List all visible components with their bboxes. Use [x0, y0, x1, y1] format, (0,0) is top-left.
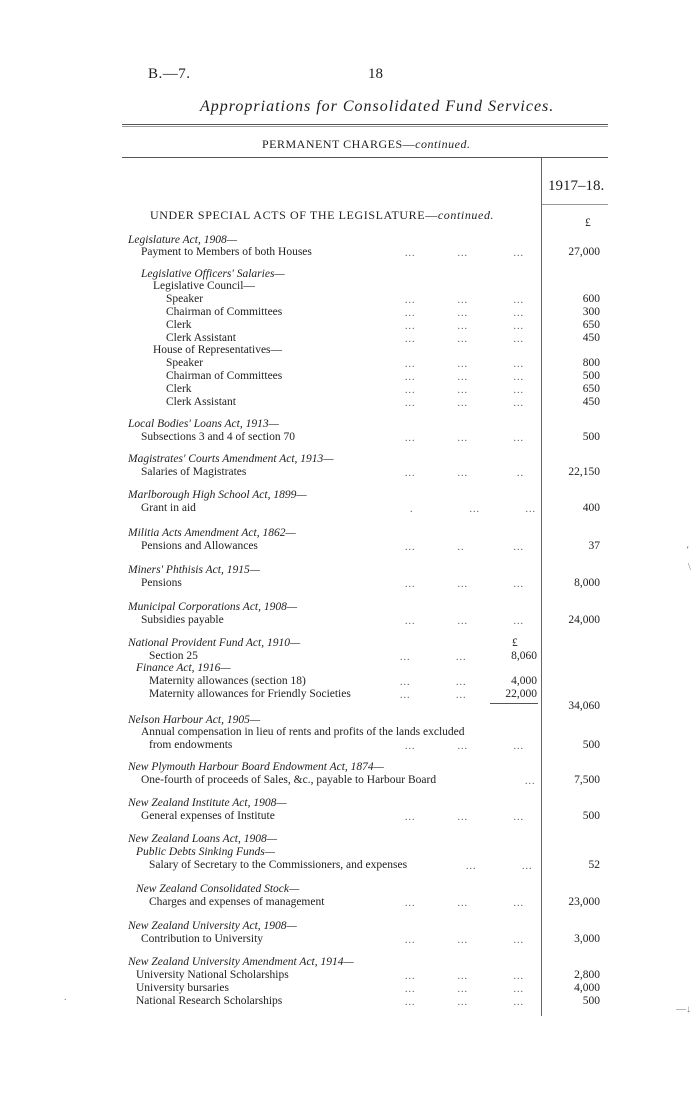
amount-lc-clerk: 650: [582, 319, 600, 331]
item-payment-members: Payment to Members of both Houses: [141, 246, 312, 258]
act-nz-loans: New Zealand Loans Act, 1908—: [128, 833, 277, 845]
subtotal-rule: [490, 703, 538, 704]
item-research-scholarships: National Research Scholarships: [136, 995, 283, 1007]
item-nelson-line1: Annual compensation in lieu of rents and profits of the lands excluded: [141, 726, 465, 738]
leader-dots: ... ... ...: [405, 971, 524, 982]
page-title: Appropriations for Consolidated Fund Services.: [200, 98, 555, 115]
amount-consolidated-charges: 23,000: [568, 896, 600, 908]
title-rule-2: [122, 126, 608, 127]
leader-dots: ... ... ...: [405, 812, 524, 823]
leader-dots: ...: [525, 776, 536, 787]
act-national-provident-fund: National Provident Fund Act, 1910—: [128, 637, 301, 649]
amount-national-scholarships: 2,800: [574, 969, 600, 981]
amount-maternity-section-18: 4,000: [511, 675, 537, 687]
item-municipal: Subsidies payable: [141, 614, 224, 626]
item-maternity-friendly-societies: Maternity allowances for Friendly Societies: [149, 688, 351, 700]
amount-nz-university: 3,000: [574, 933, 600, 945]
act-marlborough: Marlborough High School Act, 1899—: [128, 489, 307, 501]
subtitle-main: PERMANENT CHARGES—: [262, 137, 416, 151]
leader-dots: ... ... ...: [405, 359, 524, 370]
amount-payment-members: 27,000: [568, 246, 600, 258]
item-maternity-section-18: Maternity allowances (section 18): [149, 675, 306, 687]
amount-hr-clerk: 650: [582, 383, 600, 395]
amount-hr-clerk-assistant: 450: [582, 396, 600, 408]
heading-legislative-council: Legislative Council—: [153, 280, 255, 292]
leader-dots: ... ... ...: [405, 741, 524, 752]
leader-dots: ... ... ...: [405, 935, 524, 946]
item-hr-speaker: Speaker: [166, 357, 204, 369]
leader-dots: ... ... ...: [405, 295, 524, 306]
item-miners: Pensions: [141, 577, 182, 589]
leader-dots: ... ... ...: [405, 898, 524, 909]
item-consolidated-charges: Charges and expenses of management: [149, 896, 325, 908]
amount-research-scholarships: 500: [582, 995, 600, 1007]
amount-npf-total: 34,060: [568, 700, 600, 712]
leader-dots: . ... ...: [410, 504, 536, 515]
act-legislature: Legislature Act, 1908—: [128, 234, 237, 246]
item-university-bursaries: University bursaries: [136, 982, 229, 994]
page-number: 18: [368, 66, 383, 82]
leader-dots: ... ...: [400, 652, 467, 663]
year-rule: [542, 204, 608, 205]
amount-hr-speaker: 800: [582, 357, 600, 369]
item-nz-university: Contribution to University: [141, 933, 264, 945]
act-nz-university: New Zealand University Act, 1908—: [128, 920, 297, 932]
leader-dots: ... ... ...: [405, 398, 524, 409]
item-magistrates: Salaries of Magistrates: [141, 466, 247, 478]
amount-maternity-friendly-societies: 22,000: [505, 688, 537, 700]
item-lc-clerk-assistant: Clerk Assistant: [166, 332, 236, 344]
document-reference: B.—7.: [148, 66, 191, 82]
leader-dots: ... ... ...: [405, 321, 524, 332]
scan-mark: ‘: [686, 545, 690, 556]
amount-magistrates: 22,150: [568, 466, 600, 478]
scan-mark: .: [64, 992, 67, 1003]
item-nz-institute: General expenses of Institute: [141, 810, 275, 822]
act-militia: Militia Acts Amendment Act, 1862—: [128, 527, 296, 539]
amount-nz-institute: 500: [582, 810, 600, 822]
item-lc-chairman: Chairman of Committees: [166, 306, 283, 318]
amount-nelson: 500: [582, 739, 600, 751]
subtitle: [262, 137, 470, 152]
act-magistrates-courts: Magistrates' Courts Amendment Act, 1913—: [128, 453, 334, 465]
item-militia: Pensions and Allowances: [141, 540, 258, 552]
item-npf-section-25: Section 25: [149, 650, 198, 662]
act-new-plymouth-harbour: New Plymouth Harbour Board Endowment Act, 1874—: [128, 761, 384, 773]
amount-municipal: 24,000: [568, 614, 600, 626]
leader-dots: ... ...: [400, 690, 467, 701]
item-new-plymouth: One-fourth of proceeds of Sales, &c., payable to Harbour Board: [141, 774, 437, 786]
act-finance: Finance Act, 1916—: [136, 662, 231, 674]
item-marlborough: Grant in aid: [141, 502, 196, 514]
amount-lc-speaker: 600: [582, 293, 600, 305]
leader-dots: ... ... ...: [405, 334, 524, 345]
act-nz-institute: New Zealand Institute Act, 1908—: [128, 797, 287, 809]
amount-local-bodies: 500: [582, 431, 600, 443]
act-nz-university-amendment: New Zealand University Amendment Act, 1914—: [128, 956, 354, 968]
item-hr-clerk-assistant: Clerk Assistant: [166, 396, 236, 408]
leader-dots: ... ... ...: [405, 616, 524, 627]
table-top-rule: [122, 157, 608, 158]
leader-dots: ... ...: [466, 861, 533, 872]
heading-house-of-representatives: House of Representatives—: [153, 344, 283, 356]
amount-marlborough: 400: [582, 502, 600, 514]
amount-miners: 8,000: [574, 577, 600, 589]
item-secretary-salary: Salary of Secretary to the Commissioners, and expenses: [149, 859, 408, 871]
section-continued: continued.: [437, 208, 495, 222]
amount-university-bursaries: 4,000: [574, 982, 600, 994]
item-nelson-line2: from endowments: [149, 739, 233, 751]
title-rule: [122, 124, 608, 125]
amount-new-plymouth: 7,500: [574, 774, 600, 786]
amount-hr-chairman: 500: [582, 370, 600, 382]
amount-secretary-salary: 52: [588, 859, 600, 871]
leader-dots: ... ... ...: [405, 385, 524, 396]
section-main: UNDER SPECIAL ACTS OF THE LEGISLATURE—: [150, 208, 438, 222]
npf-pound-sign: £: [512, 637, 518, 649]
heading-legislative-officers: Legislative Officers' Salaries—: [141, 268, 285, 280]
item-national-scholarships: University National Scholarships: [136, 969, 289, 981]
amount-militia: 37: [588, 540, 600, 552]
item-local-bodies: Subsections 3 and 4 of section 70: [141, 431, 295, 443]
subtitle-continued: continued.: [415, 137, 471, 151]
act-municipal-corporations: Municipal Corporations Act, 1908—: [128, 601, 298, 613]
item-lc-clerk: Clerk: [166, 319, 192, 331]
leader-dots: ... ... ...: [405, 997, 524, 1008]
heading-nz-consolidated-stock: New Zealand Consolidated Stock—: [136, 883, 300, 895]
amount-lc-clerk-assistant: 450: [582, 332, 600, 344]
scan-mark: —↓: [676, 1004, 691, 1015]
leader-dots: ... ... ..: [405, 468, 524, 479]
leader-dots: ... .. ...: [405, 542, 524, 553]
item-hr-chairman: Chairman of Committees: [166, 370, 283, 382]
act-miners-phthisis: Miners' Phthisis Act, 1915—: [128, 564, 260, 576]
leader-dots: ... ... ...: [405, 433, 524, 444]
act-local-bodies-loans: Local Bodies' Loans Act, 1913—: [128, 418, 279, 430]
leader-dots: ... ... ...: [405, 308, 524, 319]
heading-public-debts-sinking-funds: Public Debts Sinking Funds—: [136, 846, 275, 858]
leader-dots: ... ... ...: [405, 984, 524, 995]
column-year-header: 1917–18.: [548, 178, 605, 194]
leader-dots: ... ...: [400, 677, 467, 688]
item-hr-clerk: Clerk: [166, 383, 192, 395]
section-heading: [150, 208, 494, 223]
column-unit: £: [585, 217, 591, 229]
item-lc-speaker: Speaker: [166, 293, 204, 305]
leader-dots: ... ... ...: [405, 372, 524, 383]
leader-dots: ... ... ...: [405, 248, 524, 259]
act-nelson-harbour: Nelson Harbour Act, 1905—: [128, 714, 261, 726]
scan-mark: \: [688, 562, 691, 573]
amount-lc-chairman: 300: [582, 306, 600, 318]
amount-npf-section-25: 8,060: [511, 650, 537, 662]
leader-dots: ... ... ...: [405, 579, 524, 590]
